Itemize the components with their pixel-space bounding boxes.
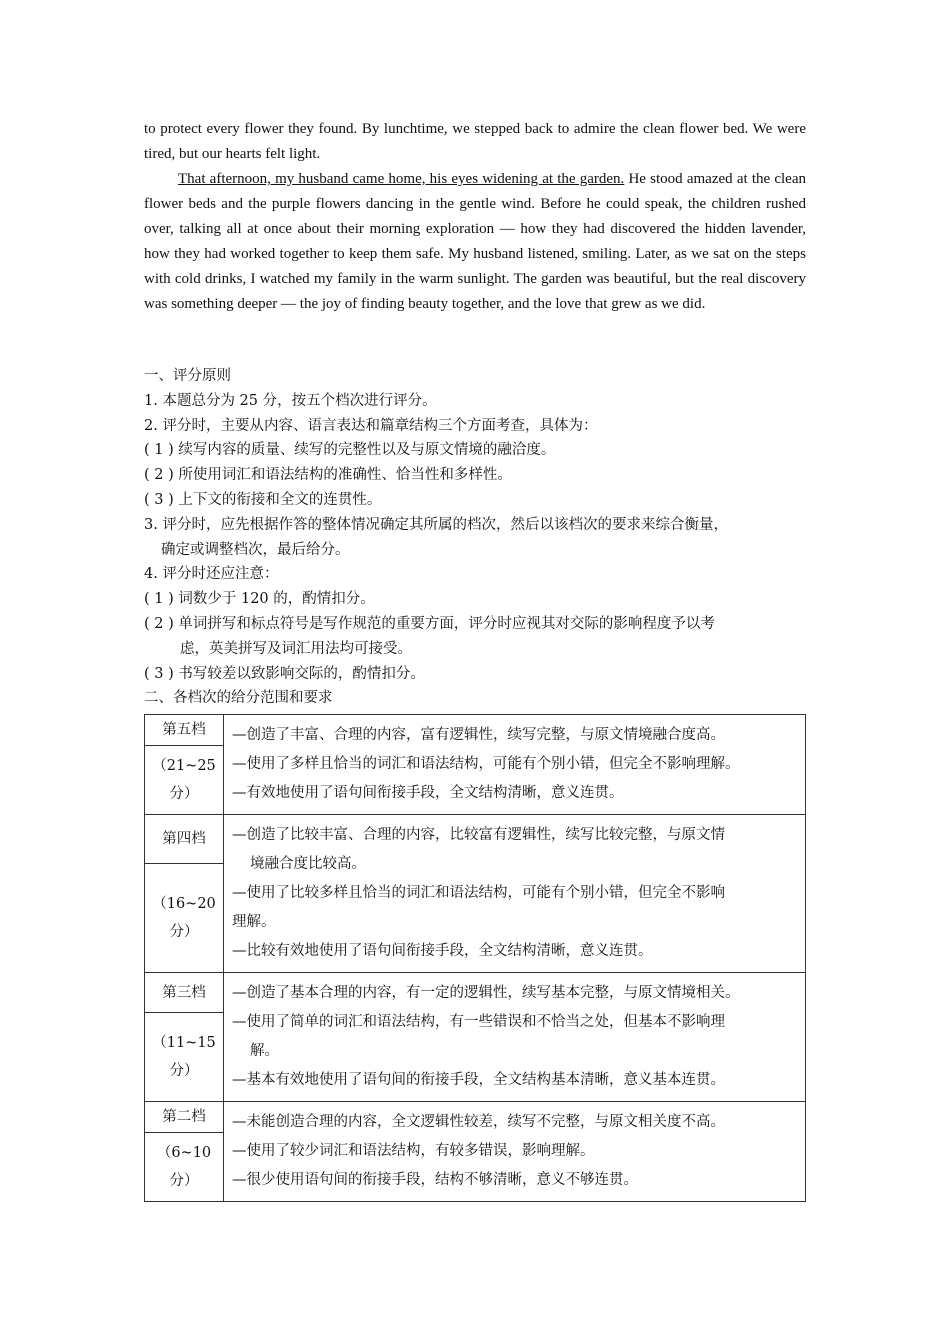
grade-description (224, 1102, 806, 1202)
rule-4-item-2-line-2: 虑，英美拼写及词汇用法均可接受。 (180, 640, 412, 657)
grade-item: —使用了较少词汇和语法结构，有较多错误，影响理解。 (232, 1143, 595, 1160)
grade-row-4 (145, 815, 806, 864)
rule-4-item-2-line-1: ( 2 ) 单词拼写和标点符号是写作规范的重要方面，评分时应视其对交际的影响程度予以考 (144, 615, 715, 632)
rule-4-item-1: ( 1 ) 词数少于 120 的，酌情扣分。 (144, 591, 375, 608)
grade-item: —使用了比较多样且恰当的词汇和语法结构，可能有个别小错，但完全不影响 (232, 885, 725, 902)
grade-description (224, 973, 806, 1102)
document-page (144, 117, 806, 1202)
grade-row-3 (145, 973, 806, 1013)
rule-1: 1. 本题总分为 25 分，按五个档次进行评分。 (144, 392, 437, 409)
grade-row-2 (145, 1102, 806, 1133)
grades-table (144, 714, 806, 1202)
rule-2-item-2: ( 2 ) 所使用词汇和语法结构的准确性、恰当性和多样性。 (144, 467, 512, 484)
rule-3-line-1: 3. 评分时，应先根据作答的整体情况确定其所属的档次，然后以该档次的要求来综合衡量， (144, 516, 728, 533)
grade-item: —使用了多样且恰当的词汇和语法结构，可能有个别小错，但完全不影响理解。 (232, 756, 740, 773)
scoring-rules (144, 364, 806, 1202)
grade-item: —基本有效地使用了语句间的衔接手段，全文结构基本清晰，意义基本连贯。 (232, 1072, 725, 1089)
grade-item: —很少使用语句间的衔接手段，结构不够清晰，意义不够连贯。 (232, 1172, 638, 1189)
grade-item: —创造了基本合理的内容，有一定的逻辑性，续写基本完整，与原文情境相关。 (232, 985, 740, 1002)
grade-item: —使用了简单的词汇和语法结构，有一些错误和不恰当之处，但基本不影响理 (232, 1014, 725, 1031)
grade-item: 理解。 (232, 914, 276, 931)
grade-item: 解。 (250, 1043, 279, 1060)
underlined-sentence: That afternoon, my husband came home, his eyes widening at the garden. (178, 171, 625, 187)
story-paragraph-1: to protect every flower they found. By lunchtime, we stepped back to admire the clean flower bed. We were tired, but our hearts felt light. (144, 121, 806, 162)
rule-4-item-3: ( 3 ) 书写较差以致影响交际的，酌情扣分。 (144, 665, 425, 682)
grade-description (224, 815, 806, 973)
story-text (144, 117, 806, 317)
grade-level: 第二档 (145, 1102, 224, 1133)
grade-description (224, 715, 806, 815)
rule-2-item-1: ( 1 ) 续写内容的质量、续写的完整性以及与原文情境的融洽度。 (144, 442, 556, 459)
grades-heading: 二、各档次的给分范围和要求 (144, 690, 333, 707)
story-paragraph-2 (144, 167, 806, 317)
grade-item: —创造了比较丰富、合理的内容，比较富有逻辑性，续写比较完整，与原文情 (232, 827, 725, 844)
rule-2-item-3: ( 3 ) 上下文的衔接和全文的连贯性。 (144, 491, 382, 508)
grade-level: 第三档 (145, 973, 224, 1013)
grade-range: （11~15分） (145, 1012, 224, 1101)
rule-2: 2. 评分时，主要从内容、语言表达和篇章结构三个方面考查，具体为： (144, 417, 598, 434)
grade-range: （21~25分） (145, 746, 224, 815)
story-paragraph-2-rest: He stood amazed at the clean flower beds and the purple flowers dancing in the gentle wind. Before he could speak, the children rushed over, talking all at once about their morning exploration — how they had discovered the hidden lavender, how they had worked together to keep them safe. My husband listened, smiling. Later, as we sat on the steps with cold drinks, I watched my family in the warm sunlight. The garden was beautiful, but the real discovery was something deeper — the joy of finding beauty together, and the love that grew as we did. (144, 171, 806, 312)
rules-heading: 一、评分原则 (144, 368, 231, 384)
grade-range: （6~10分） (145, 1133, 224, 1202)
rule-4: 4. 评分时还应注意： (144, 566, 279, 583)
rule-3-line-2: 确定或调整档次，最后给分。 (161, 541, 350, 558)
grade-level: 第五档 (145, 715, 224, 746)
grade-item: —比较有效地使用了语句间衔接手段，全文结构清晰，意义连贯。 (232, 943, 653, 960)
grade-item: —未能创造合理的内容，全文逻辑性较差，续写不完整，与原文相关度不高。 (232, 1114, 725, 1131)
grade-level: 第四档 (145, 815, 224, 864)
grade-item: —有效地使用了语句间衔接手段，全文结构清晰，意义连贯。 (232, 785, 624, 802)
grade-item: —创造了丰富、合理的内容，富有逻辑性，续写完整，与原文情境融合度高。 (232, 727, 725, 744)
grade-row-5 (145, 715, 806, 746)
grade-item: 境融合度比较高。 (250, 856, 366, 873)
grade-range: （16~20分） (145, 863, 224, 972)
